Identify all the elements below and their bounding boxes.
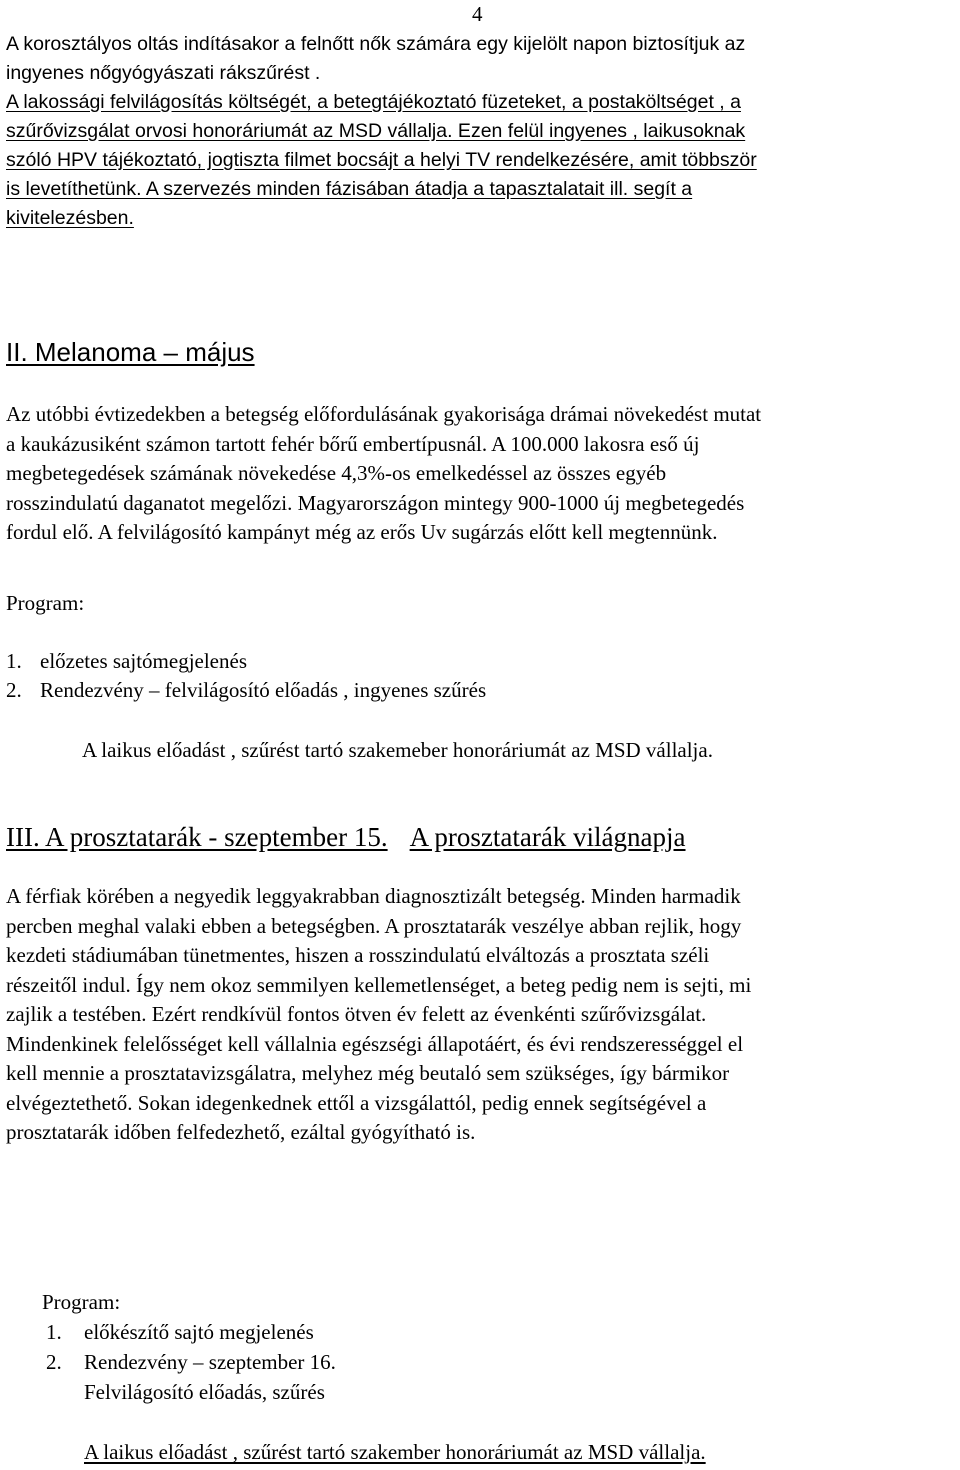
paragraph-line: percben meghal valaki ebben a betegségben. A prosztatarák veszélye abban rejlik, hogy: [6, 913, 742, 938]
intro-paragraph: [6, 30, 958, 233]
list-text: Rendezvény – felvilágosító előadás , ingyenes szűrés: [40, 678, 487, 702]
page-number: 4: [472, 2, 483, 26]
intro-line: szóló HPV tájékoztató, jogtiszta filmet bocsájt a helyi TV rendelkezésére, amit többször: [6, 149, 757, 171]
paragraph-line: részeitől indul. Így nem okoz semmilyen kellemetlenséget, a beteg pedig nem is sejti, mi: [6, 972, 752, 997]
paragraph-line: zajlik a testében. Ezért rendkívül fontos ötven év felett az évenkénti szűrővizsgálat.: [6, 1002, 707, 1026]
intro-line: ingyenes nőgyógyászati rákszűrést .: [6, 62, 321, 84]
section-2-heading: II. Melanoma – május: [6, 337, 255, 367]
paragraph-line: a kaukázusiként számon tartott fehér bőrű embertípusnál. A 100.000 lakosra eső új: [6, 431, 700, 456]
intro-line: [6, 117, 958, 146]
section-3-paragraph: [6, 882, 958, 1148]
paragraph-line: Mindenkinek felelősséget kell vállalnia egészségi állapotáért, és évi rendszerességgel el: [6, 1031, 744, 1056]
paragraph-line: kezdeti stádiumában tünetmentes, hiszen a rosszindulatú elváltozás a prosztata széli: [6, 943, 710, 967]
paragraph-line: fordul elő. A felvilágosító kampányt még az erős Uv sugárzás előtt kell megtennünk.: [6, 520, 718, 544]
list-number: 2.: [6, 678, 22, 702]
section-2-note: A laikus előadást , szűrést tartó szakemeber honoráriumát az MSD vállalja.: [82, 738, 713, 762]
intro-line: A lakossági felvilágosítás költségét, a betegtájékoztató füzeteket, a postaköltséget , a: [6, 91, 741, 113]
list-text: előzetes sajtómegjelenés: [40, 649, 247, 673]
section-2-paragraph: [6, 400, 958, 548]
intro-text: szűrővizsgálat orvosi honoráriumát az MSD vállalja.: [6, 120, 453, 142]
paragraph-line: prosztatarák időben felfedezhető, ezáltal gyógyítható is.: [6, 1120, 476, 1144]
section-3-note: A laikus előadást , szűrést tartó szakember honoráriumát az MSD vállalja.: [84, 1440, 706, 1464]
intro-text: Ezen felül ingyenes , laikusoknak: [452, 120, 746, 142]
list-number: 1.: [46, 1320, 62, 1344]
list-item: [6, 647, 247, 677]
paragraph-line: elvégeztethető. Sokan idegenkednek ettől a vizsgálattól, pedig ennek segítségével a: [6, 1090, 707, 1115]
intro-line: A korosztályos oltás indításakor a felnőtt nők számára egy kijelölt napon biztosítjuk az: [6, 33, 746, 55]
list-text: előkészítő sajtó megjelenés: [84, 1320, 314, 1344]
section-3-heading-part2: A prosztatarák világnapja: [409, 822, 686, 852]
list-number: 1.: [6, 649, 22, 673]
paragraph-line: A férfiak körében a negyedik leggyakrabban diagnosztizált betegség. Minden harmadik: [6, 884, 741, 908]
section-3-heading: [6, 819, 686, 855]
list-text: Rendezvény – szeptember 16.: [84, 1350, 336, 1374]
intro-text: is levetíthetünk.: [6, 178, 142, 200]
paragraph-line: Az utóbbi évtizedekben a betegség előfordulásának gyakorisága drámai növekedést mutat: [6, 402, 762, 426]
list-item: [6, 676, 486, 706]
list-item: [46, 1318, 314, 1348]
section-2-program-label: Program:: [6, 591, 85, 615]
paragraph-line: kell mennie a prosztatavizsgálatra, melyhez még beutaló sem szükséges, így bármikor: [6, 1061, 730, 1085]
intro-line: kivitelezésben.: [6, 207, 134, 229]
list-number: 2.: [46, 1350, 62, 1374]
intro-text: A szervezés minden fázisában átadja a tapasztalatait ill. segít a: [141, 178, 693, 200]
list-item: [46, 1348, 336, 1378]
intro-line: [6, 175, 958, 204]
paragraph-line: rosszindulatú daganatot megelőzi. Magyarországon mintegy 900-1000 új megbetegedés: [6, 490, 745, 515]
section-3-program-label: Program:: [42, 1290, 121, 1314]
list-subitem: Felvilágosító előadás, szűrés: [84, 1380, 325, 1404]
paragraph-line: megbetegedések számának növekedése 4,3%-os emelkedéssel az összes egyéb: [6, 461, 667, 485]
section-3-heading-part1: III. A prosztatarák - szeptember 15.: [6, 822, 388, 852]
